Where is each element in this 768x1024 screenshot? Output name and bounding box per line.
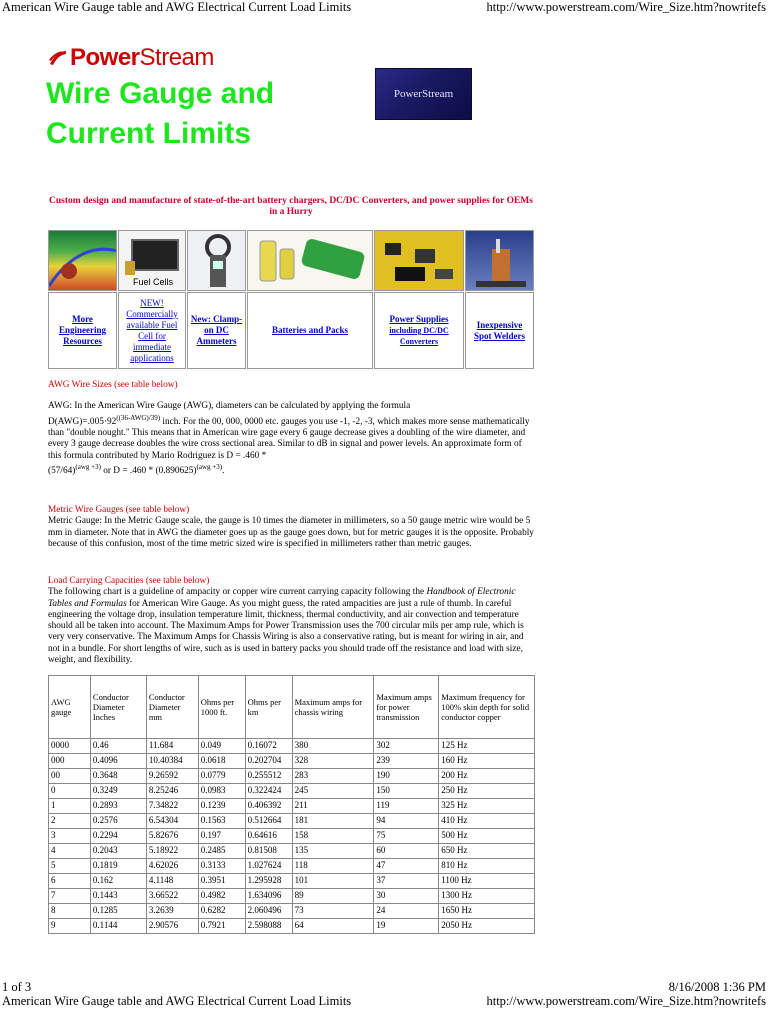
table-cell: 410 Hz [439,814,535,829]
link-clamp-ammeters[interactable]: New: Clamp-on DC Ammeters [187,292,246,369]
print-footer-title: American Wire Gauge table and AWG Electrical Current Load Limits [2,994,352,1008]
table-cell: 6.54304 [146,814,198,829]
col-max-frequency: Maximum frequency for 100% skin depth for solid conductor copper [439,676,535,739]
handbook-title: Handbook of Electronic Tables and Formulas [48,587,516,609]
table-cell: 37 [374,874,439,889]
clamp-meter-icon [188,231,246,291]
table-cell: 380 [292,739,374,754]
table-cell: 200 Hz [439,769,535,784]
table-cell: 2.90576 [146,919,198,934]
table-cell: 000 [49,754,91,769]
table-cell: 19 [374,919,439,934]
power-supplies-image[interactable] [374,230,464,291]
table-cell: 1650 Hz [439,904,535,919]
table-cell: 4.62026 [146,859,198,874]
table-cell: 250 Hz [439,784,535,799]
table-cell: 1.027624 [245,859,292,874]
table-cell: 328 [292,754,374,769]
load-heading[interactable]: Load Carrying Capacities (see table below) [48,576,210,586]
table-cell: 0.2294 [90,829,146,844]
link-power-supplies[interactable] [374,292,464,369]
table-cell: 0.46 [90,739,146,754]
table-cell: 125 Hz [439,739,535,754]
table-cell: 3.2639 [146,904,198,919]
table-cell: 0.2043 [90,844,146,859]
table-cell: 8.25246 [146,784,198,799]
table-cell: 0.2485 [198,844,245,859]
table-cell: 0.1819 [90,859,146,874]
table-cell: 5.18922 [146,844,198,859]
table-cell: 2.598088 [245,919,292,934]
table-cell: 3 [49,829,91,844]
col-diameter-mm: Conductor Diameter mm [146,676,198,739]
table-row [49,754,535,769]
table-row [49,814,535,829]
powerstream-banner-image[interactable] [375,68,472,120]
table-cell: 0.202704 [245,754,292,769]
col-ohms-per-1000ft: Ohms per 1000 ft. [198,676,245,739]
table-cell: 0 [49,784,91,799]
table-cell: 150 [374,784,439,799]
table-cell: 73 [292,904,374,919]
table-row [49,829,535,844]
table-cell: 0.3249 [90,784,146,799]
table-cell: 0.4982 [198,889,245,904]
table-cell: 8 [49,904,91,919]
powerstream-logo[interactable] [48,44,214,72]
awg-section [48,380,535,477]
table-cell: 302 [374,739,439,754]
table-cell: 7.34822 [146,799,198,814]
product-strip [48,230,534,370]
ampacity-table [48,675,535,934]
col-diameter-inches: Conductor Diameter Inches [90,676,146,739]
table-cell: 0.162 [90,874,146,889]
table-cell: 810 Hz [439,859,535,874]
table-cell: 0.406392 [245,799,292,814]
print-footer-url: http://www.powerstream.com/Wire_Size.htm?nowritefs [486,994,766,1008]
table-cell: 9 [49,919,91,934]
table-cell: 0.2576 [90,814,146,829]
table-cell: 500 Hz [439,829,535,844]
table-cell: 2050 Hz [439,919,535,934]
table-row [49,889,535,904]
table-cell: 283 [292,769,374,784]
page-indicator: 1 of 3 [2,980,32,994]
fuel-cells-caption: Fuel Cells [132,277,173,287]
table-row [49,859,535,874]
logo-wordmark: PowerStream [70,44,214,71]
battery-icon [248,231,373,291]
table-cell: 0.6282 [198,904,245,919]
table-cell: 1.634096 [245,889,292,904]
awg-heading[interactable]: AWG Wire Sizes (see table below) [48,380,178,390]
banner-text: PowerStream [393,88,454,100]
table-header-row [49,676,535,739]
table-cell: 0.1285 [90,904,146,919]
table-cell: 0.4096 [90,754,146,769]
link-fuel-cell[interactable]: NEW! Commercially available Fuel Cell for immediate applications [118,292,186,369]
table-cell: 0.197 [198,829,245,844]
table-cell: 3.66522 [146,889,198,904]
table-cell: 30 [374,889,439,904]
table-cell: 0.64616 [245,829,292,844]
print-timestamp: 8/16/2008 1:36 PM [668,980,766,994]
table-cell: 211 [292,799,374,814]
table-cell: 0.7921 [198,919,245,934]
table-cell: 10.40384 [146,754,198,769]
table-cell: 1 [49,799,91,814]
table-row [49,919,535,934]
table-cell: 0.0618 [198,754,245,769]
table-cell: 24 [374,904,439,919]
table-cell: 4.1148 [146,874,198,889]
clamp-meter-image[interactable] [187,230,246,291]
monitor-icon [131,239,179,271]
table-cell: 9.26592 [146,769,198,784]
awg-paragraph: AWG: In the American Wire Gauge (AWG), diameters can be calculated by applying the formula $D(AWG)=.005\cdot 92^{((36-AWG)/39)}$ inch. For the 00, 000, 0000 etc. gauges you use -1, -2, -3, which makes more sense mathematically than "double nought." This means that in American wire gage every 6 gauge decrease gives a doubling of the wire diameter, and every 3 gauge decrease doubles the wire cross sectional area. Similar to dB in signal and power levels. An approximate form of this formula contributed by Mario Rodriguez is D = .460 * $(57/64)^{(awg +3)}$ or $D = .460 * (0.890625)^{(awg +3)}$. [48,401,530,476]
table-cell: 0.1144 [90,919,146,934]
link-engineering-resources[interactable]: More Engineering Resources [48,292,117,369]
page-title: Wire Gauge and Current Limits [46,77,275,150]
table-row [49,904,535,919]
load-paragraph: The following chart is a guideline of ampacity or copper wire current carrying capacity following the Handbook of Electronic Tables and Formulas for American Wire Gauge. As you might guess, the rated ampacities are just a rule of thumb. In careful engineering the voltage drop, insulation temperature limit, thickness, thermal conductivity, and air convection and temperature should all be taken into account. The Maximum Amps for Power Transmission uses the 700 circular mils per amp rule, which is very very conservative. The Maximum Amps for Chassis Wiring is also a conservative rating, but is meant for wiring in air, and not in a bundle. For short lengths of wire, such as is used in battery packs you should trade off the resistance and load with size, weight, and flexibility. [48,587,524,666]
table-row [49,739,535,754]
table-cell: 0.512664 [245,814,292,829]
table-cell: 325 Hz [439,799,535,814]
table-cell: 0.3951 [198,874,245,889]
table-cell: 158 [292,829,374,844]
table-cell: 47 [374,859,439,874]
table-cell: 0.81508 [245,844,292,859]
table-cell: 0.3133 [198,859,245,874]
link-batteries-packs[interactable]: Batteries and Packs [247,292,373,369]
link-spot-welders[interactable]: Inexpensive Spot Welders [465,292,534,369]
table-cell: 60 [374,844,439,859]
table-cell: 0.16072 [245,739,292,754]
tagline: Custom design and manufacture of state-of-the-art battery chargers, DC/DC Converters, and power supplies for OEMs in a Hurry [49,196,533,217]
table-cell: 0.1443 [90,889,146,904]
table-cell: 89 [292,889,374,904]
cell-icon [125,261,135,275]
table-cell: 11.684 [146,739,198,754]
engineering-graphic-icon [49,231,117,291]
table-cell: 0.0983 [198,784,245,799]
table-cell: 1100 Hz [439,874,535,889]
table-cell: 0.1239 [198,799,245,814]
table-cell: 00 [49,769,91,784]
table-row [49,784,535,799]
metric-paragraph: Metric Gauge: In the Metric Gauge scale, the gauge is 10 times the diameter in millimeters, so a 50 gauge metric wire would be 5 mm in diameter. Note that in AWG the diameter goes up as the gauge goes down, but for metric gauges it is the opposite. Probably because of this confusion, most of the time metric sized wire is specified in millimeters rather than metric gauges. [48,516,534,549]
col-awg-gauge: AWG gauge [49,676,91,739]
metric-heading[interactable]: Metric Wire Gauges (see table below) [48,505,190,515]
table-cell: 190 [374,769,439,784]
engineering-resources-image[interactable] [48,230,117,291]
table-cell: 64 [292,919,374,934]
table-cell: 245 [292,784,374,799]
table-cell: 160 Hz [439,754,535,769]
load-section [48,576,535,666]
table-cell: 0000 [49,739,91,754]
col-max-amps-chassis: Maximum amps for chassis wiring [292,676,374,739]
table-cell: 5.82676 [146,829,198,844]
batteries-image[interactable] [247,230,373,291]
print-header-title: American Wire Gauge table and AWG Electrical Current Load Limits [2,0,352,14]
table-cell: 239 [374,754,439,769]
link-power-supplies-sub: including DC/DC Converters [389,326,449,346]
spot-welder-icon [466,231,534,291]
table-body [49,739,535,934]
table-cell: 0.255512 [245,769,292,784]
table-cell: 650 Hz [439,844,535,859]
table-cell: 94 [374,814,439,829]
table-cell: 0.1563 [198,814,245,829]
table-cell: 1300 Hz [439,889,535,904]
table-cell: 1.295928 [245,874,292,889]
table-row [49,874,535,889]
table-cell: 2 [49,814,91,829]
col-ohms-per-km: Ohms per km [245,676,292,739]
col-max-amps-transmission: Maximum amps for power transmission [374,676,439,739]
metric-section [48,505,535,550]
table-row [49,799,535,814]
table-cell: 5 [49,859,91,874]
fuel-cells-image[interactable] [118,230,186,291]
table-cell: 75 [374,829,439,844]
table-cell: 181 [292,814,374,829]
table-cell: 0.0779 [198,769,245,784]
table-cell: 119 [374,799,439,814]
print-header-url: http://www.powerstream.com/Wire_Size.htm?nowritefs [486,0,766,14]
table-cell: 4 [49,844,91,859]
link-power-supplies-main: Power Supplies [389,314,449,324]
table-cell: 0.049 [198,739,245,754]
table-cell: 135 [292,844,374,859]
table-row [49,844,535,859]
adapter-icon [375,231,464,291]
table-cell: 0.322424 [245,784,292,799]
table-cell: 7 [49,889,91,904]
table-cell: 6 [49,874,91,889]
table-cell: 0.3648 [90,769,146,784]
table-cell: 118 [292,859,374,874]
table-row [49,769,535,784]
table-cell: 0.2893 [90,799,146,814]
powerstream-logo-icon [48,48,68,68]
spot-welder-image[interactable] [465,230,534,291]
table-cell: 2.060496 [245,904,292,919]
table-cell: 101 [292,874,374,889]
